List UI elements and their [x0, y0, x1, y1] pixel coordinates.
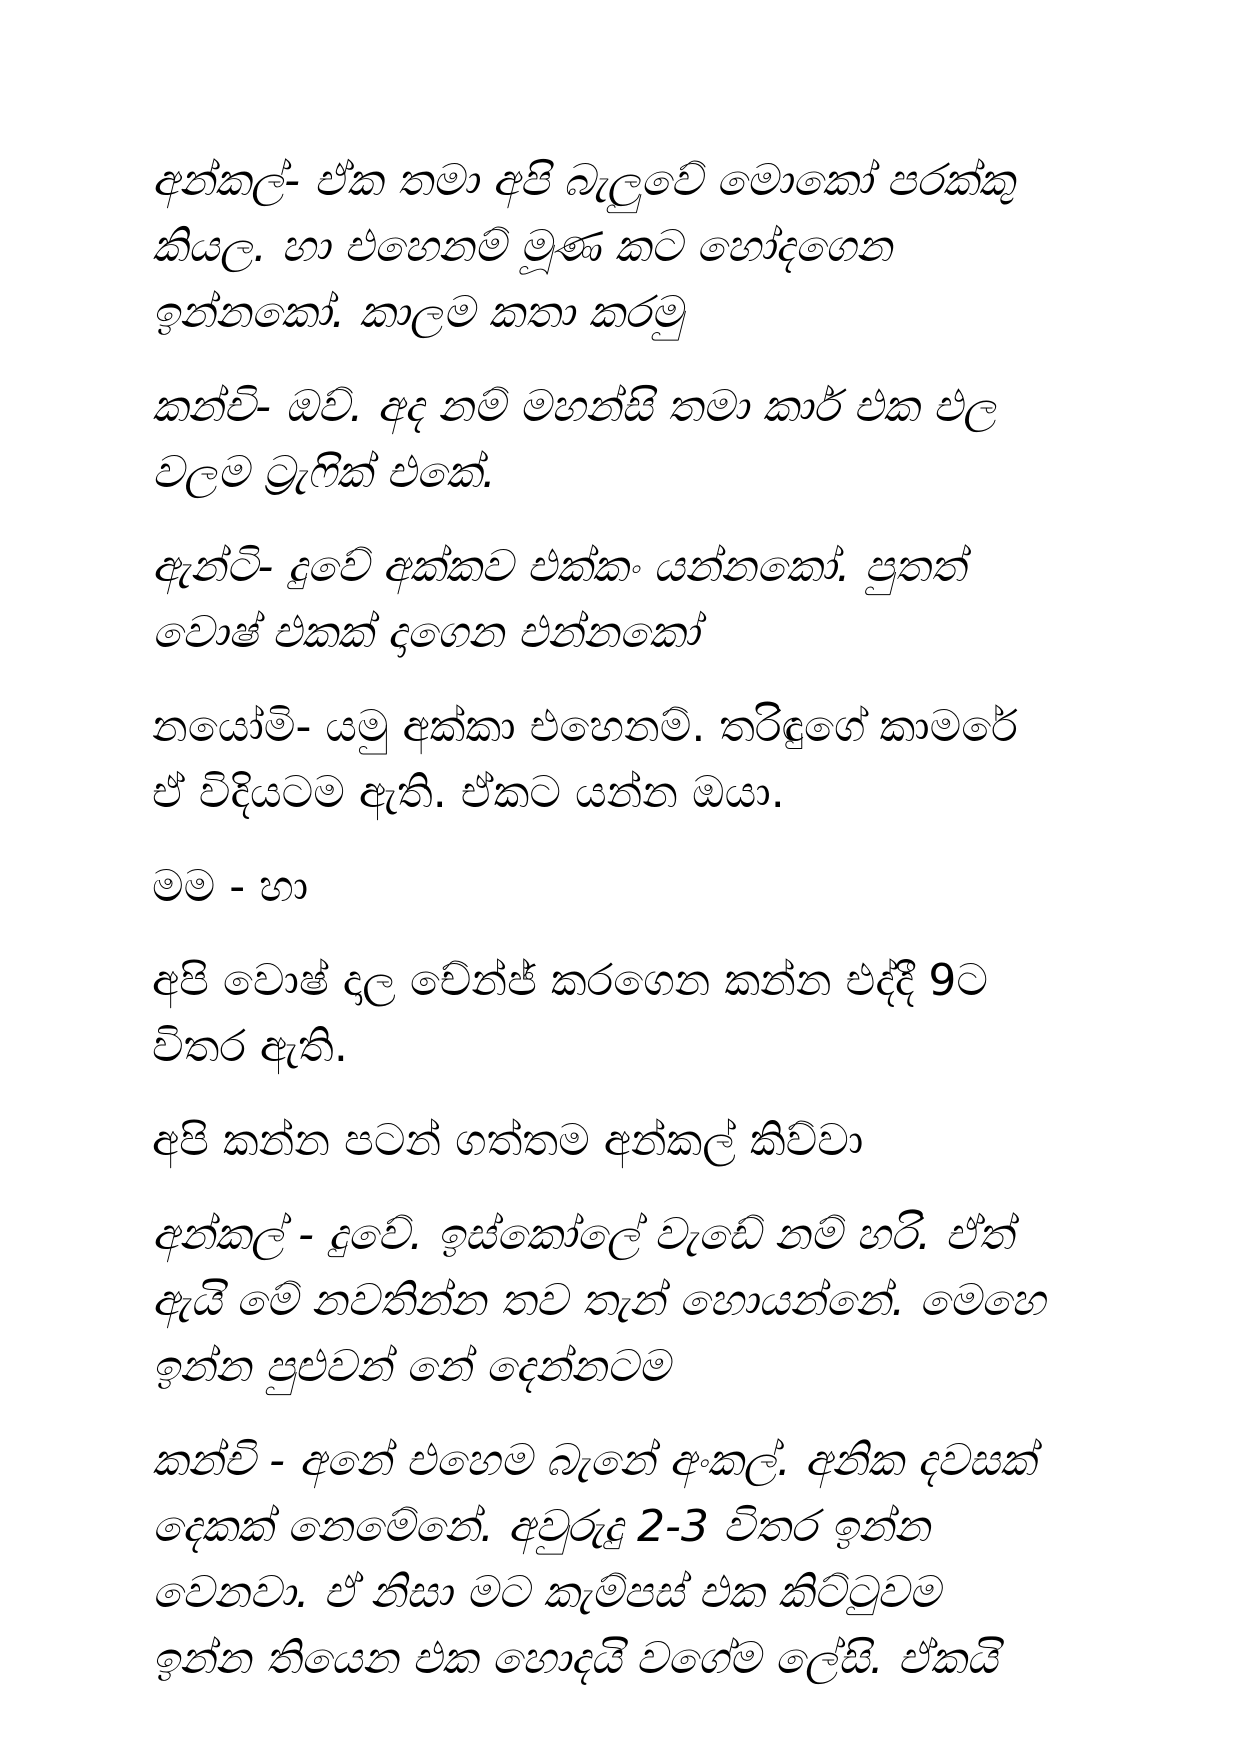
paragraph-narration-1: අපි වොෂ් දාල චේන්ජ් කරගෙන කන්න එද්දී 9ට විතර ඇති.: [152, 955, 989, 1072]
paragraph-nayomi-1: නයෝමි- යමු අක්කා එහෙනම්. තරිඳුගේ කාමරේ ඒ විදියටම ඇති. ඒකට යන්න ඔයා.: [152, 701, 1018, 818]
paragraph-me-1: මම - හා: [152, 861, 309, 912]
paragraph-uncle-1: අන්කල්- ඒක තමා අපි බැලුවේ මොකෝ පරක්කු කියල. හා එහෙනම් මූණ කට හෝදගෙන ඉන්නකෝ. කාලම කතා කරමු: [152, 155, 1015, 338]
paragraph-uncle-2: අන්කල් - දුවේ. ඉස්කෝලේ වැඩේ නම් හරි. ඒත් ඇයි මේ නවතින්න තව තැන් හොයන්නේ. මෙහෙ ඉන්න පුළුවන් නේ දෙන්නටම: [152, 1209, 1046, 1392]
paragraph-aunty-1: ඇන්ටි- දුවේ අක්කව එක්කං යන්නකෝ. පුතත් වොෂ් එකක් දාගෙන එන්නකෝ: [152, 541, 966, 658]
paragraph-narration-2: අපි කන්න පටන් ගත්තම අන්කල් කිව්වා: [152, 1115, 864, 1166]
paragraph-kanchi-2: කන්චි - අනේ එහෙම බැනේ අංකල්. අනික දවසක් දෙකක් නෙමේනේ. අවුරුදු 2-3 විතර ඉන්න වෙනවා. ඒ නිසා මට කැම්පස් එක කිට්ටුවම ඉන්න තියෙන එක හොදයි වගේම ලේසි. ඒකයි: [152, 1435, 1036, 1684]
paragraph-kanchi-1: කන්චි- ඔව්. අද නම් මහන්සි තමා කාර් එක එල වලම ට්‍රැෆික් එකේ.: [152, 381, 997, 498]
